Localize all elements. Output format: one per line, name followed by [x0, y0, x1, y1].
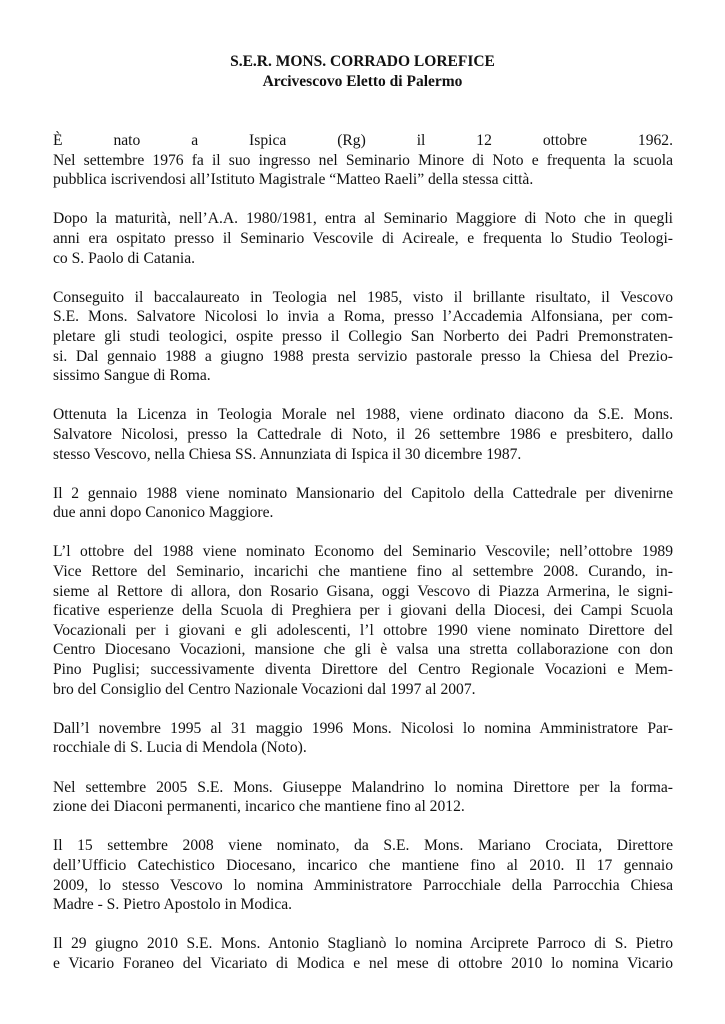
text-line: Dall’l novembre 1995 al 31 maggio 1996 Mons. Nicolosi lo nomina Amministratore Par-: [53, 719, 673, 737]
text-line: Ottenuta la Licenza in Teologia Morale nel 1988, viene ordinato diacono da S.E. Mons.: [53, 406, 673, 424]
text-line: Conseguito il baccalaureato in Teologia nel 1985, visto il brillante risultato, il Vescovo: [53, 288, 673, 306]
document-subtitle: Arcivescovo Eletto di Palermo: [262, 73, 463, 90]
text-line: Vocazionali per i giovani e gli adolescenti, l’l ottobre 1990 viene nominato Direttore del: [53, 621, 673, 639]
text-line: stesso Vescovo, nella Chiesa SS. Annunziata di Ispica il 30 dicembre 1987.: [53, 445, 522, 463]
text-line: dell’Ufficio Catechistico Diocesano, incarico che mantiene fino al 2010. Il 17 gennaio: [53, 856, 673, 874]
text-line: Pino Puglisi; successivamente diventa Direttore del Centro Regionale Vocazioni e Mem-: [53, 661, 673, 679]
paragraph: [53, 719, 673, 758]
paragraph: [53, 542, 673, 699]
text-line: ficative esperienze della Scuola di Preghiera per i giovani della Diocesi, dei Campi Scuola: [53, 602, 673, 620]
text-line: Centro Diocesano Vocazioni, mansione che gli è valsa una stretta collaborazione con don: [53, 641, 673, 659]
text-line: rocchiale di S. Lucia di Mendola (Noto).: [53, 739, 307, 757]
text-line: È nato a Ispica (Rg) il 12 ottobre 1962.: [53, 132, 673, 149]
text-line: Il 29 giugno 2010 S.E. Mons. Antonio Staglianò lo nomina Arciprete Parroco di S. Pietro: [53, 935, 673, 953]
paragraph: [53, 209, 673, 268]
text-line: S.E. Mons. Salvatore Nicolosi lo invia a Roma, presso l’Accademia Alfonsiana, per com-: [53, 308, 673, 326]
document-title: S.E.R. MONS. CORRADO LOREFICE: [230, 53, 495, 70]
text-line: Il 15 settembre 2008 viene nominato, da S.E. Mons. Mariano Crociata, Direttore: [53, 837, 673, 855]
text-line: si. Dal gennaio 1988 a giugno 1988 presta servizio pastorale presso la Chiesa del Prezio-: [53, 347, 673, 365]
text-line: Il 2 gennaio 1988 viene nominato Mansionario del Capitolo della Cattedrale per divenirne: [53, 484, 673, 502]
text-line: Madre - S. Pietro Apostolo in Modica.: [53, 896, 293, 914]
paragraph: [53, 836, 673, 914]
text-line: anni era ospitato presso il Seminario Vescovile di Acireale, e frequenta lo Studio Teologi-: [53, 229, 673, 247]
text-line: due anni dopo Canonico Maggiore.: [53, 504, 274, 522]
text-line: L’l ottobre del 1988 viene nominato Economo del Seminario Vescovile; nell’ottobre 1989: [53, 543, 673, 561]
text-line: zione dei Diaconi permanenti, incarico che mantiene fino al 2012.: [53, 798, 465, 816]
text-line: Salvatore Nicolosi, presso la Cattedrale di Noto, il 26 settembre 1986 e presbitero, dallo: [53, 425, 673, 443]
paragraph: [53, 288, 673, 386]
text-line: Nel settembre 1976 fa il suo ingresso nel Seminario Minore di Noto e frequenta la scuola: [53, 151, 673, 169]
text-line: e Vicario Foraneo del Vicariato di Modica e nel mese di ottobre 2010 lo nomina Vicario: [53, 954, 673, 972]
text-line: co S. Paolo di Catania.: [53, 249, 196, 267]
paragraph: [53, 484, 673, 523]
document-header: [0, 52, 725, 92]
document-body: [53, 131, 673, 993]
text-line: Vice Rettore del Seminario, incarichi che mantiene fino al settembre 2008. Curando, in-: [53, 563, 673, 581]
text-line: bro del Consiglio del Centro Nazionale Vocazioni dal 1997 al 2007.: [53, 680, 476, 698]
text-line: Nel settembre 2005 S.E. Mons. Giuseppe Malandrino lo nomina Direttore per la forma-: [53, 778, 673, 796]
text-line: Dopo la maturità, nell’A.A. 1980/1981, entra al Seminario Maggiore di Noto che in quegli: [53, 210, 673, 228]
text-line: pletare gli studi teologici, ospite presso il Collegio San Norberto dei Padri Premonstraten-: [53, 327, 673, 345]
text-line: pubblica iscrivendosi all’Istituto Magistrale “Matteo Raeli” della stessa città.: [53, 171, 534, 189]
text-line: sieme al Rettore di allora, don Rosario Gisana, oggi Vescovo di Piazza Armerina, le signi-: [53, 582, 673, 600]
paragraph: [53, 405, 673, 464]
paragraph: [53, 934, 673, 973]
paragraph: [53, 131, 673, 190]
text-line: sissimo Sangue di Roma.: [53, 367, 211, 385]
paragraph: [53, 778, 673, 817]
text-line: 2009, lo stesso Vescovo lo nomina Amministratore Parrocchiale della Parrocchia Chiesa: [53, 876, 673, 894]
